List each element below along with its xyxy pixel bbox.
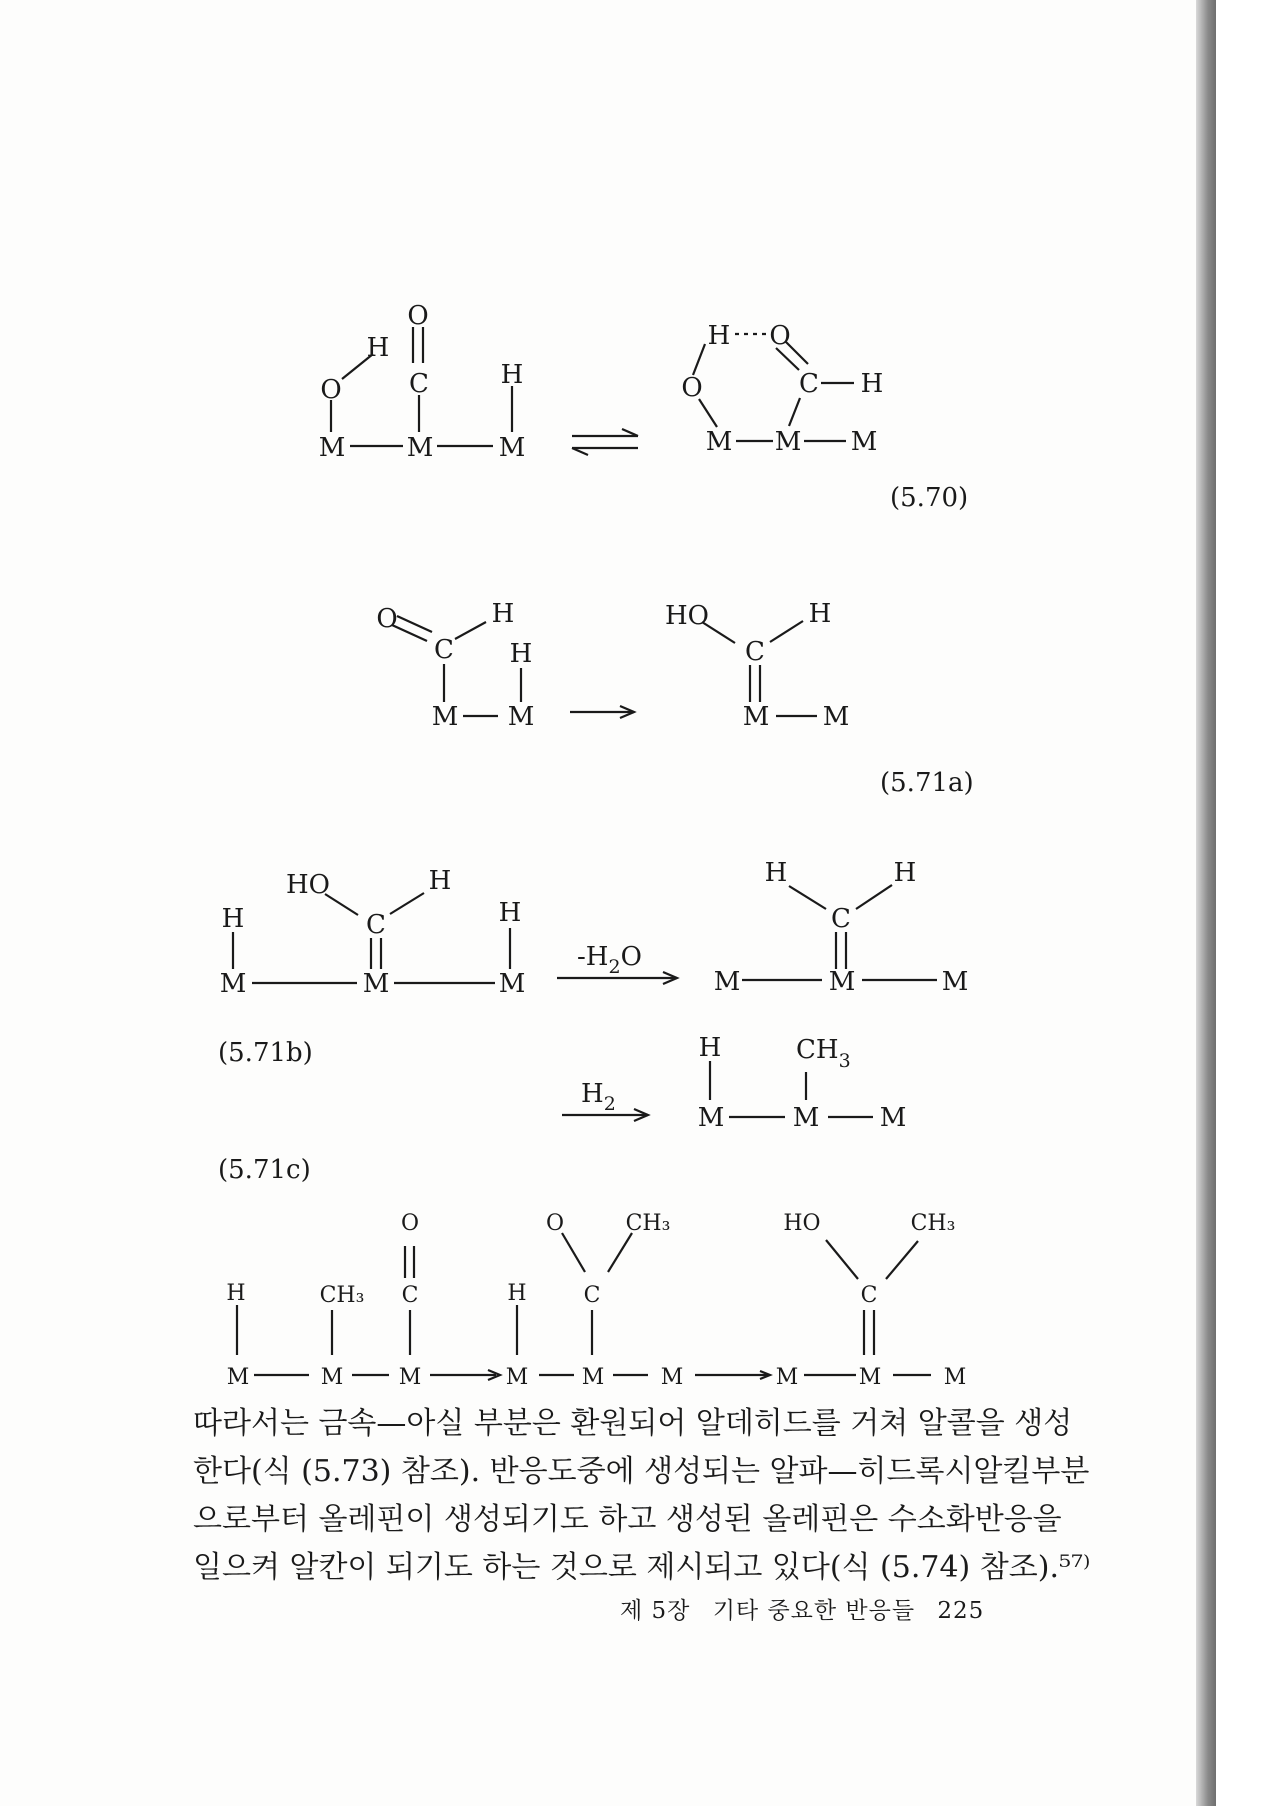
atom-M: M	[362, 969, 390, 999]
atom-H: H	[221, 904, 245, 934]
atom-M: M	[697, 1103, 725, 1133]
chapter-title: 기타 중요한 반응들	[712, 1598, 916, 1624]
running-footer	[620, 1592, 998, 1625]
atom-C: C	[401, 1283, 419, 1308]
reagent-label	[581, 1079, 616, 1115]
atom-C: C	[366, 910, 386, 940]
atom-M: M	[498, 433, 526, 463]
atom-H: H	[860, 369, 884, 399]
atom-O: O	[769, 321, 791, 351]
atom-M: M	[792, 1103, 820, 1133]
atom-O: O	[681, 373, 703, 403]
atom-O: O	[400, 1211, 420, 1236]
reagent-text: H	[581, 1079, 604, 1109]
atom-O: O	[407, 301, 429, 331]
atom-H: H	[507, 1281, 527, 1306]
atom-H: H	[893, 858, 917, 888]
equation-number: (5.70)	[890, 483, 969, 513]
atom-M: M	[774, 427, 802, 457]
atom-M: M	[505, 1365, 529, 1390]
atom-CH3: CH₃	[910, 1211, 956, 1236]
atom-C: C	[745, 637, 765, 667]
atom-M: M	[320, 1365, 344, 1390]
paragraph-line: 따라서는 금속—아실 부분은 환원되어 알데히드를 거쳐 알콜을 생성	[193, 1406, 1073, 1441]
atom-H: H	[509, 639, 533, 669]
atom-H: H	[226, 1281, 246, 1306]
atom-M: M	[507, 702, 535, 732]
atom-H: H	[428, 866, 452, 896]
scheme-bottom-group-3	[776, 1211, 967, 1390]
atom-M: M	[742, 702, 770, 732]
body-paragraph	[193, 1400, 1091, 1592]
atom-CH3: CH₃	[319, 1283, 365, 1308]
atom-M: M	[858, 1365, 882, 1390]
atom-M: M	[705, 427, 733, 457]
atom-M: M	[406, 433, 434, 463]
atom-C: C	[799, 369, 819, 399]
eq-5-71b-right-atoms	[714, 858, 969, 997]
reagent-label	[577, 942, 642, 978]
atom-C: C	[583, 1283, 601, 1308]
eq-5-70-right-atoms	[681, 321, 883, 457]
eq-5-71a-arrow	[570, 706, 634, 718]
atom-O: O	[320, 375, 342, 405]
eq-5-71a-left-bonds	[392, 616, 521, 716]
atom-C: C	[434, 635, 454, 665]
equilibrium-arrow	[572, 429, 638, 455]
reagent-text: O	[620, 942, 642, 972]
atom-M: M	[943, 1365, 967, 1390]
reagent-subscript: 2	[608, 956, 621, 978]
atom-M: M	[850, 427, 878, 457]
atom-H: H	[498, 898, 522, 928]
atom-O: O	[545, 1211, 565, 1236]
eq-5-71a-left-atoms	[376, 599, 534, 732]
atom-H: H	[500, 360, 524, 390]
equation-number: (5.71a)	[880, 768, 974, 798]
reagent-subscript: 2	[603, 1093, 616, 1115]
atom-M: M	[828, 967, 856, 997]
eq-5-70-left-atoms	[319, 301, 526, 463]
atom-M: M	[318, 433, 346, 463]
atom-M: M	[431, 702, 459, 732]
paragraph-line: 한다(식 (5.73) 참조). 반응도중에 생성되는 알파—히드록시알킬부분	[193, 1454, 1090, 1489]
eq-5-71c-product-atoms	[698, 1033, 907, 1133]
reagent-text: -H	[577, 942, 609, 972]
eq-5-71b-left-atoms	[220, 866, 526, 999]
atom-H: H	[366, 333, 390, 363]
atom-H: H	[698, 1033, 722, 1063]
atom-M: M	[713, 967, 741, 997]
scheme-bottom-group-1	[226, 1211, 421, 1390]
equation-number: (5.71b)	[218, 1038, 313, 1068]
atom-M: M	[660, 1365, 684, 1390]
atom-CH3: $CH_3$	[796, 1035, 851, 1072]
paragraph-line: 으로부터 올레핀이 생성되기도 하고 생성된 올레핀은 수소화반응을	[193, 1502, 1062, 1537]
atom-H: H	[491, 599, 515, 629]
atom-H: H	[707, 321, 731, 351]
atom-O: O	[376, 604, 398, 634]
atom-M: M	[941, 967, 969, 997]
atom-C: C	[409, 369, 429, 399]
atom-HO: HO	[783, 1211, 821, 1236]
atom-M: M	[775, 1365, 799, 1390]
atom-H: H	[808, 599, 832, 629]
atom-HO: HO	[665, 601, 709, 631]
atom-M: M	[822, 702, 850, 732]
atom-C: C	[831, 904, 851, 934]
atom-HO: HO	[286, 870, 330, 900]
paragraph-line: 일으켜 알칸이 되기도 하는 것으로 제시되고 있다(식 (5.74) 참조).⁵⁷⁾	[193, 1550, 1091, 1585]
atom-M: M	[498, 969, 526, 999]
atom-M: M	[226, 1365, 250, 1390]
atom-C: C	[860, 1283, 878, 1308]
atom-M: M	[398, 1365, 422, 1390]
atom-M: M	[879, 1103, 907, 1133]
scheme-bottom-group-2	[506, 1211, 684, 1390]
chapter-label: 제 5장	[620, 1598, 691, 1624]
atom-M: M	[219, 969, 247, 999]
atom-H: H	[764, 858, 788, 888]
atom-M: M	[581, 1365, 605, 1390]
atom-CH3: CH₃	[625, 1211, 671, 1236]
equation-number: (5.71c)	[218, 1155, 311, 1185]
page-number: 225	[937, 1598, 985, 1624]
eq-5-71a-right-atoms	[665, 599, 849, 732]
